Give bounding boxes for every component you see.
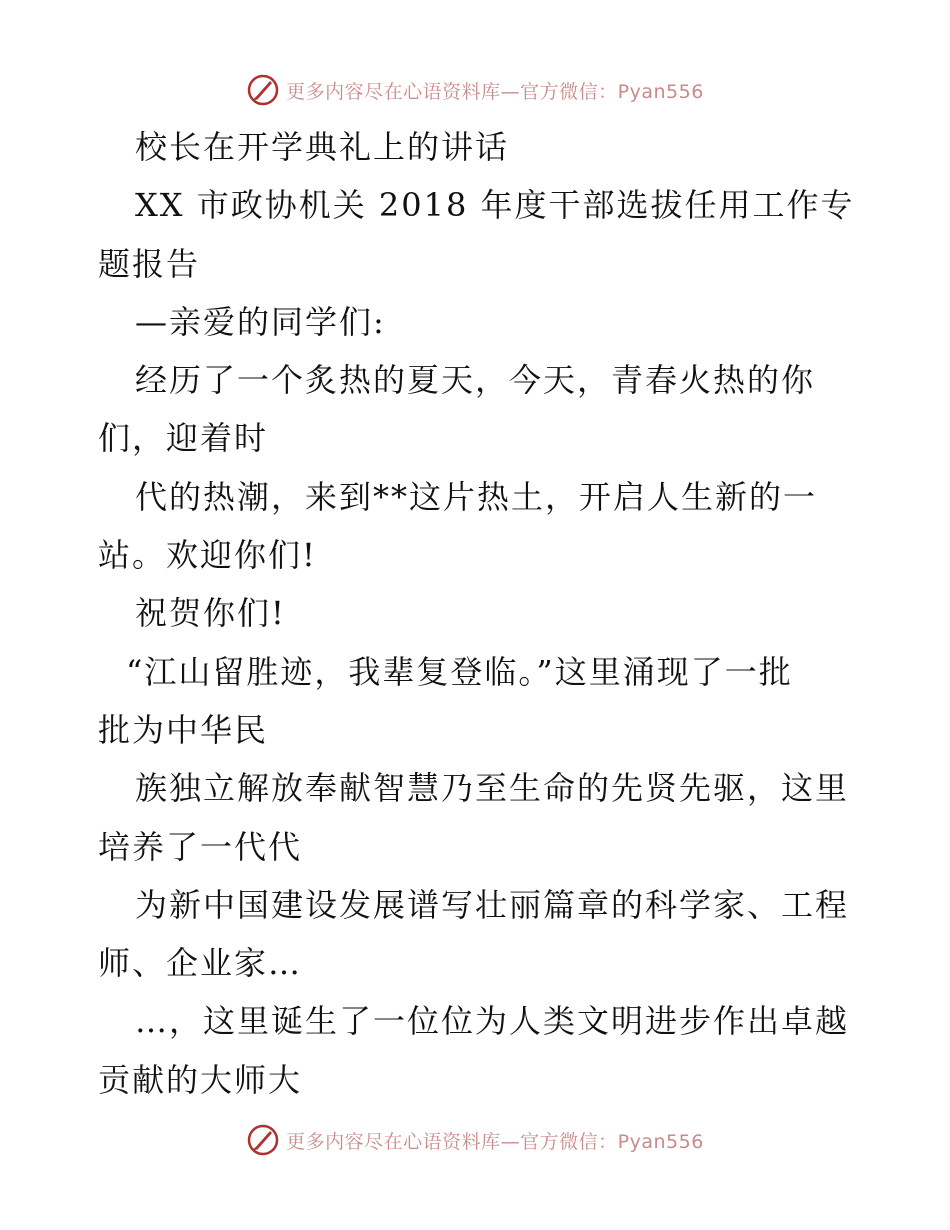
document-body [98,118,858,1109]
footer-banner [0,1120,950,1160]
document-line: 培养了一代代 [98,827,303,866]
document-line: 贡献的大师大 [98,1060,303,1099]
document-line: 题报告 [98,244,201,283]
document-line: 代的热潮，来到**这片热土，开启人生新的一 [135,477,818,516]
document-line: 族独立解放奉献智慧乃至生命的先贤先驱，这里 [135,769,850,808]
salutation: —亲爱的同学们: [135,302,386,341]
document-line: 批为中华民 [98,710,269,749]
document-line: 师、企业家… [98,944,303,983]
document-title: 校长在开学典礼上的讲话 [135,128,510,166]
banner-text: 更多内容尽在心语资料库—官方微信：Pyan556 [286,80,704,103]
document-line: “江山留胜迹，我辈复登临。”这里涌现了一批 [126,652,793,691]
document-line: 站。欢迎你们! [98,536,317,575]
document-line: 经历了一个炙热的夏天，今天，青春火热的你 [135,361,816,400]
document-line: 们，迎着时 [98,419,269,458]
document-line: 祝贺你们! [135,594,286,633]
banner-text: 更多内容尽在心语资料库—官方微信：Pyan556 [286,1130,704,1153]
quill-seal-icon [246,73,280,107]
document-line: …，这里诞生了一位位为人类文明进步作出卓越 [135,1002,850,1041]
header-banner [0,70,950,110]
document-line: XX 市政协机关 2018 年度干部选拔任用工作专 [135,186,855,225]
document-line: 为新中国建设发展谱写壮丽篇章的科学家、工程 [135,885,850,924]
quill-seal-icon [246,1123,280,1157]
